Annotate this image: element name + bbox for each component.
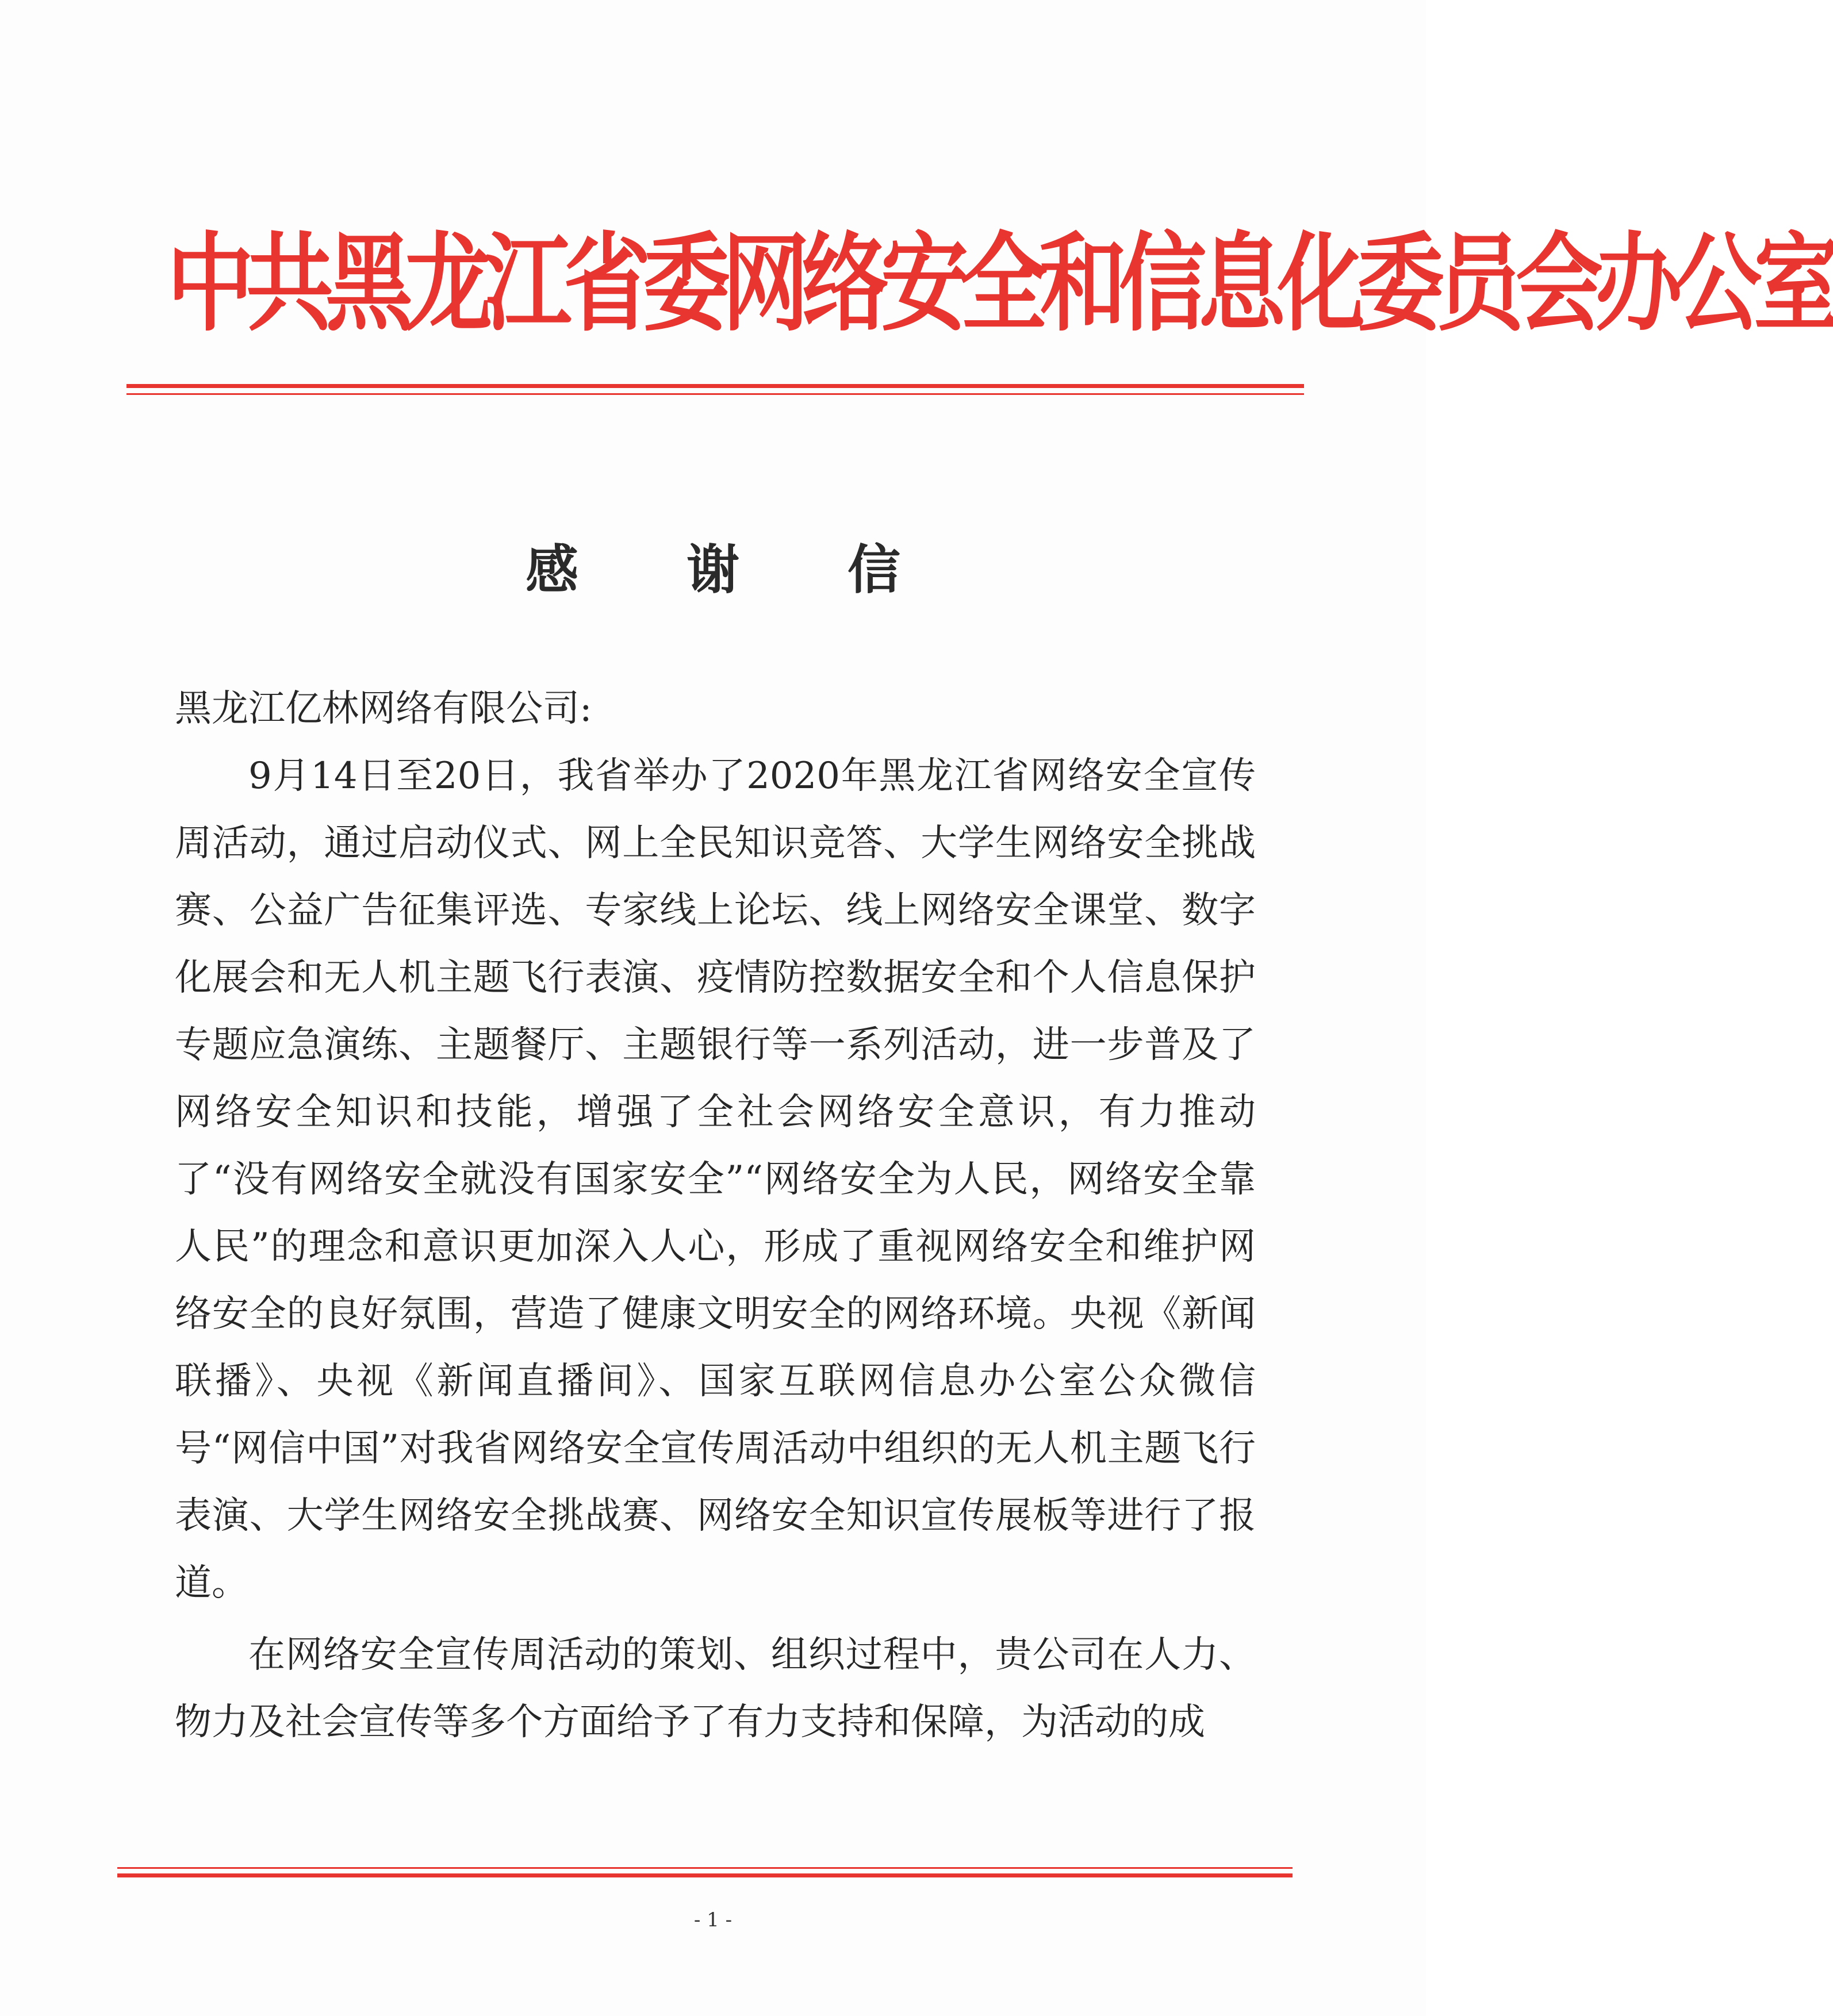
footer-red-rule-thick [117,1873,1293,1877]
footer-red-rule-thin [117,1867,1293,1869]
body-paragraph-1: 9月14日至20日，我省举办了2020年黑龙江省网络安全宣传周活动，通过启动仪式、网上全民知识竞答、大学生网络安全挑战赛、公益广告征集评选、专家线上论坛、线上网络安全课堂、数字化展会和无人机主题飞行表演、疫情防控数据安全和个人信息保护专题应急演练、主题餐厅、主题银行等一系列活动，进一步普及了网络安全知识和技能，增强了全社会网络安全意识，有力推动了“没有网络安全就没有国家安全”“网络安全为人民，网络安全靠人民”的理念和意识更加深入人心，形成了重视网络安全和维护网络安全的良好氛围，营造了健康文明安全的网络环境。央视《新闻联播》、央视《新闻直播间》、国家互联网信息办公室公众微信号“网信中国”对我省网络安全宣传周活动中组织的无人机主题飞行表演、大学生网络安全挑战赛、网络安全知识宣传展板等进行了报道。 [175,755,1256,1604]
salutation: 黑龙江亿林网络有限公司: [175,688,592,730]
document-title: 感 谢 信 [525,539,946,601]
letterhead-organization-name: 中共黑龙江省委网络安全和信息化委员会办公室 [167,221,1833,346]
page-number: - 1 - [693,1909,733,1931]
letterhead-red-rule-thick [126,384,1304,388]
letterhead-red-rule-thin [126,393,1304,395]
letter-body [175,675,1256,1756]
body-paragraph-2: 在网络安全宣传周活动的策划、组织过程中，贵公司在人力、物力及社会宣传等多个方面给予了有力支持和保障，为活动的成 [175,1634,1256,1744]
